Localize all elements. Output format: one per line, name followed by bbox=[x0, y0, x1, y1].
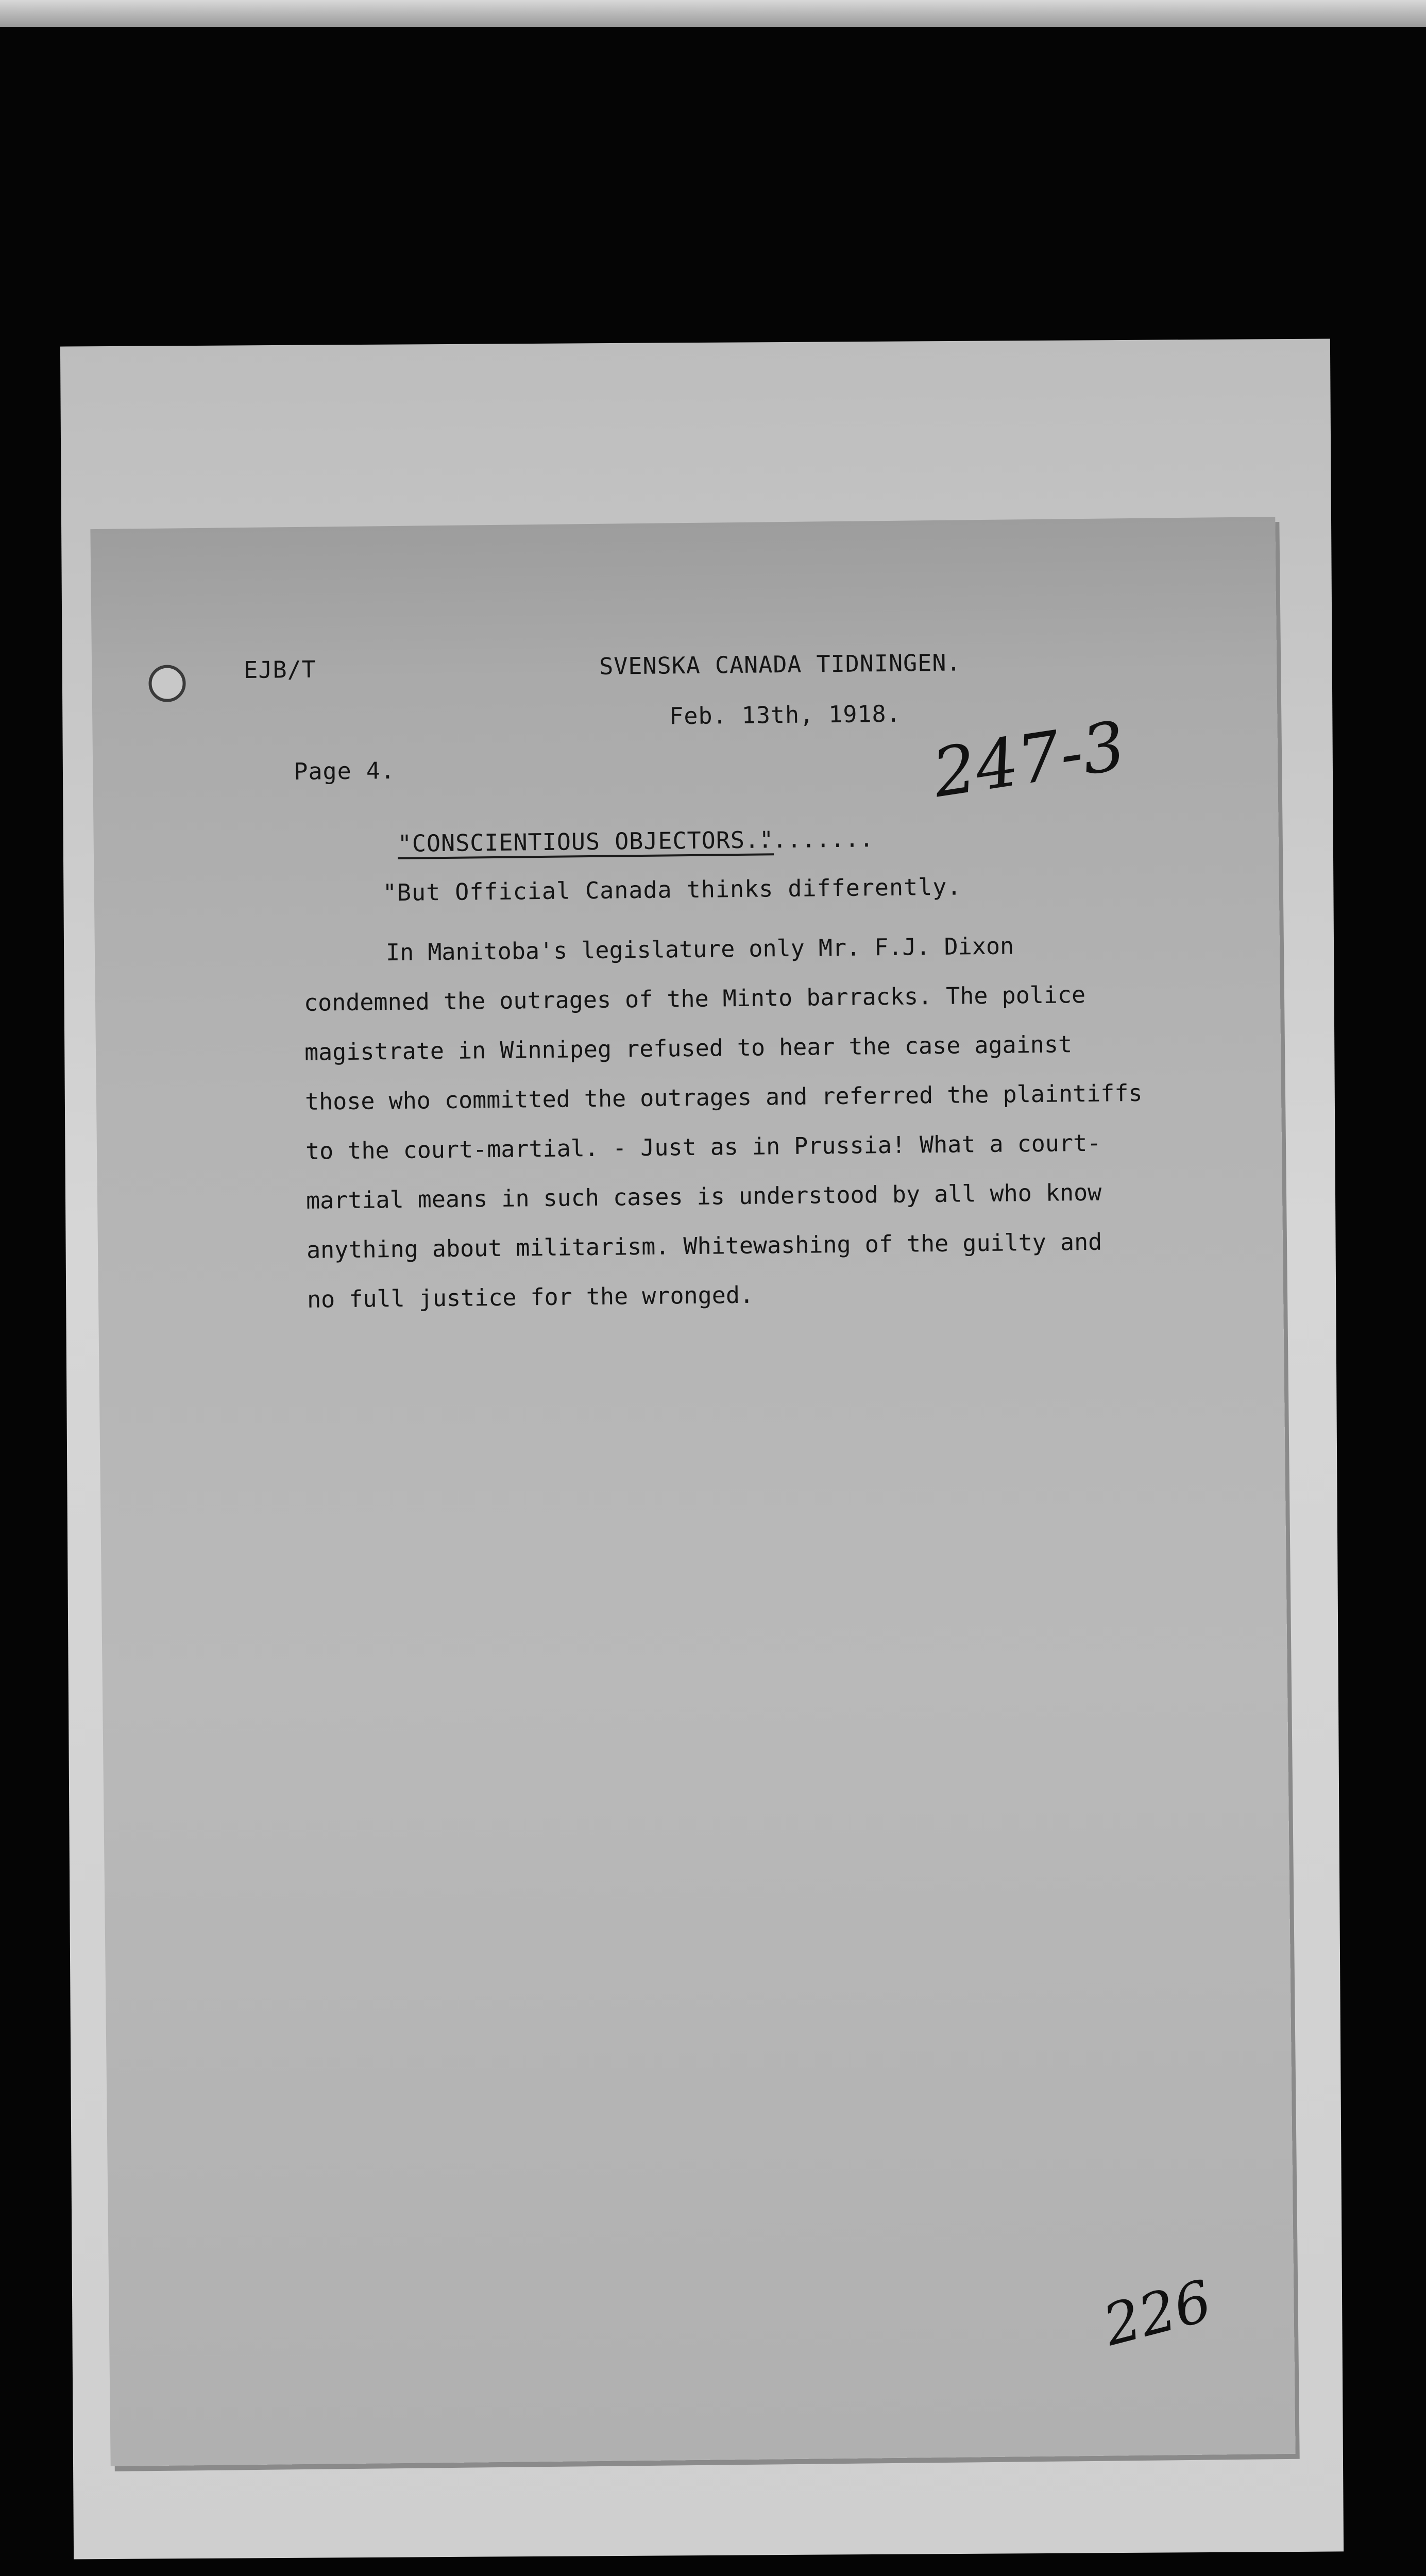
body-line: magistrate in Winnipeg refused to hear the case against bbox=[304, 1030, 1073, 1066]
heading-ellipsis: ........ bbox=[758, 825, 874, 854]
punch-hole-icon bbox=[148, 665, 186, 702]
article-heading: "CONSCIENTIOUS OBJECTORS." bbox=[398, 826, 774, 859]
body-paragraph bbox=[303, 920, 1194, 1325]
body-line: In Manitoba's legislature only Mr. F.J. Dixon bbox=[385, 932, 1014, 967]
body-line: no full justice for the wronged. bbox=[307, 1281, 754, 1313]
newspaper-name: SVENSKA CANADA TIDNINGEN. bbox=[599, 649, 961, 680]
body-line: anything about militarism. Whitewashing of the guilty and bbox=[306, 1228, 1102, 1264]
body-line: martial means in such cases is understood by all who know bbox=[305, 1178, 1102, 1214]
document-page bbox=[90, 517, 1295, 2466]
handwritten-file-number: 247-3 bbox=[927, 706, 1131, 813]
body-line: to the court-martial. - Just as in Prussia! What a court- bbox=[305, 1129, 1101, 1165]
body-line: condemned the outrages of the Minto barracks. The police bbox=[303, 980, 1086, 1016]
reference-code: EJB/T bbox=[243, 655, 316, 684]
document-date: Feb. 13th, 1918. bbox=[669, 700, 901, 730]
body-line: those who committed the outrages and referred the plaintiffs bbox=[304, 1079, 1143, 1115]
film-top-edge bbox=[0, 0, 1426, 27]
quote-opening-line: "But Official Canada thinks differently. bbox=[382, 873, 962, 907]
page-number-typed: Page 4. bbox=[294, 756, 396, 786]
handwritten-page-number: 226 bbox=[1097, 2267, 1218, 2359]
